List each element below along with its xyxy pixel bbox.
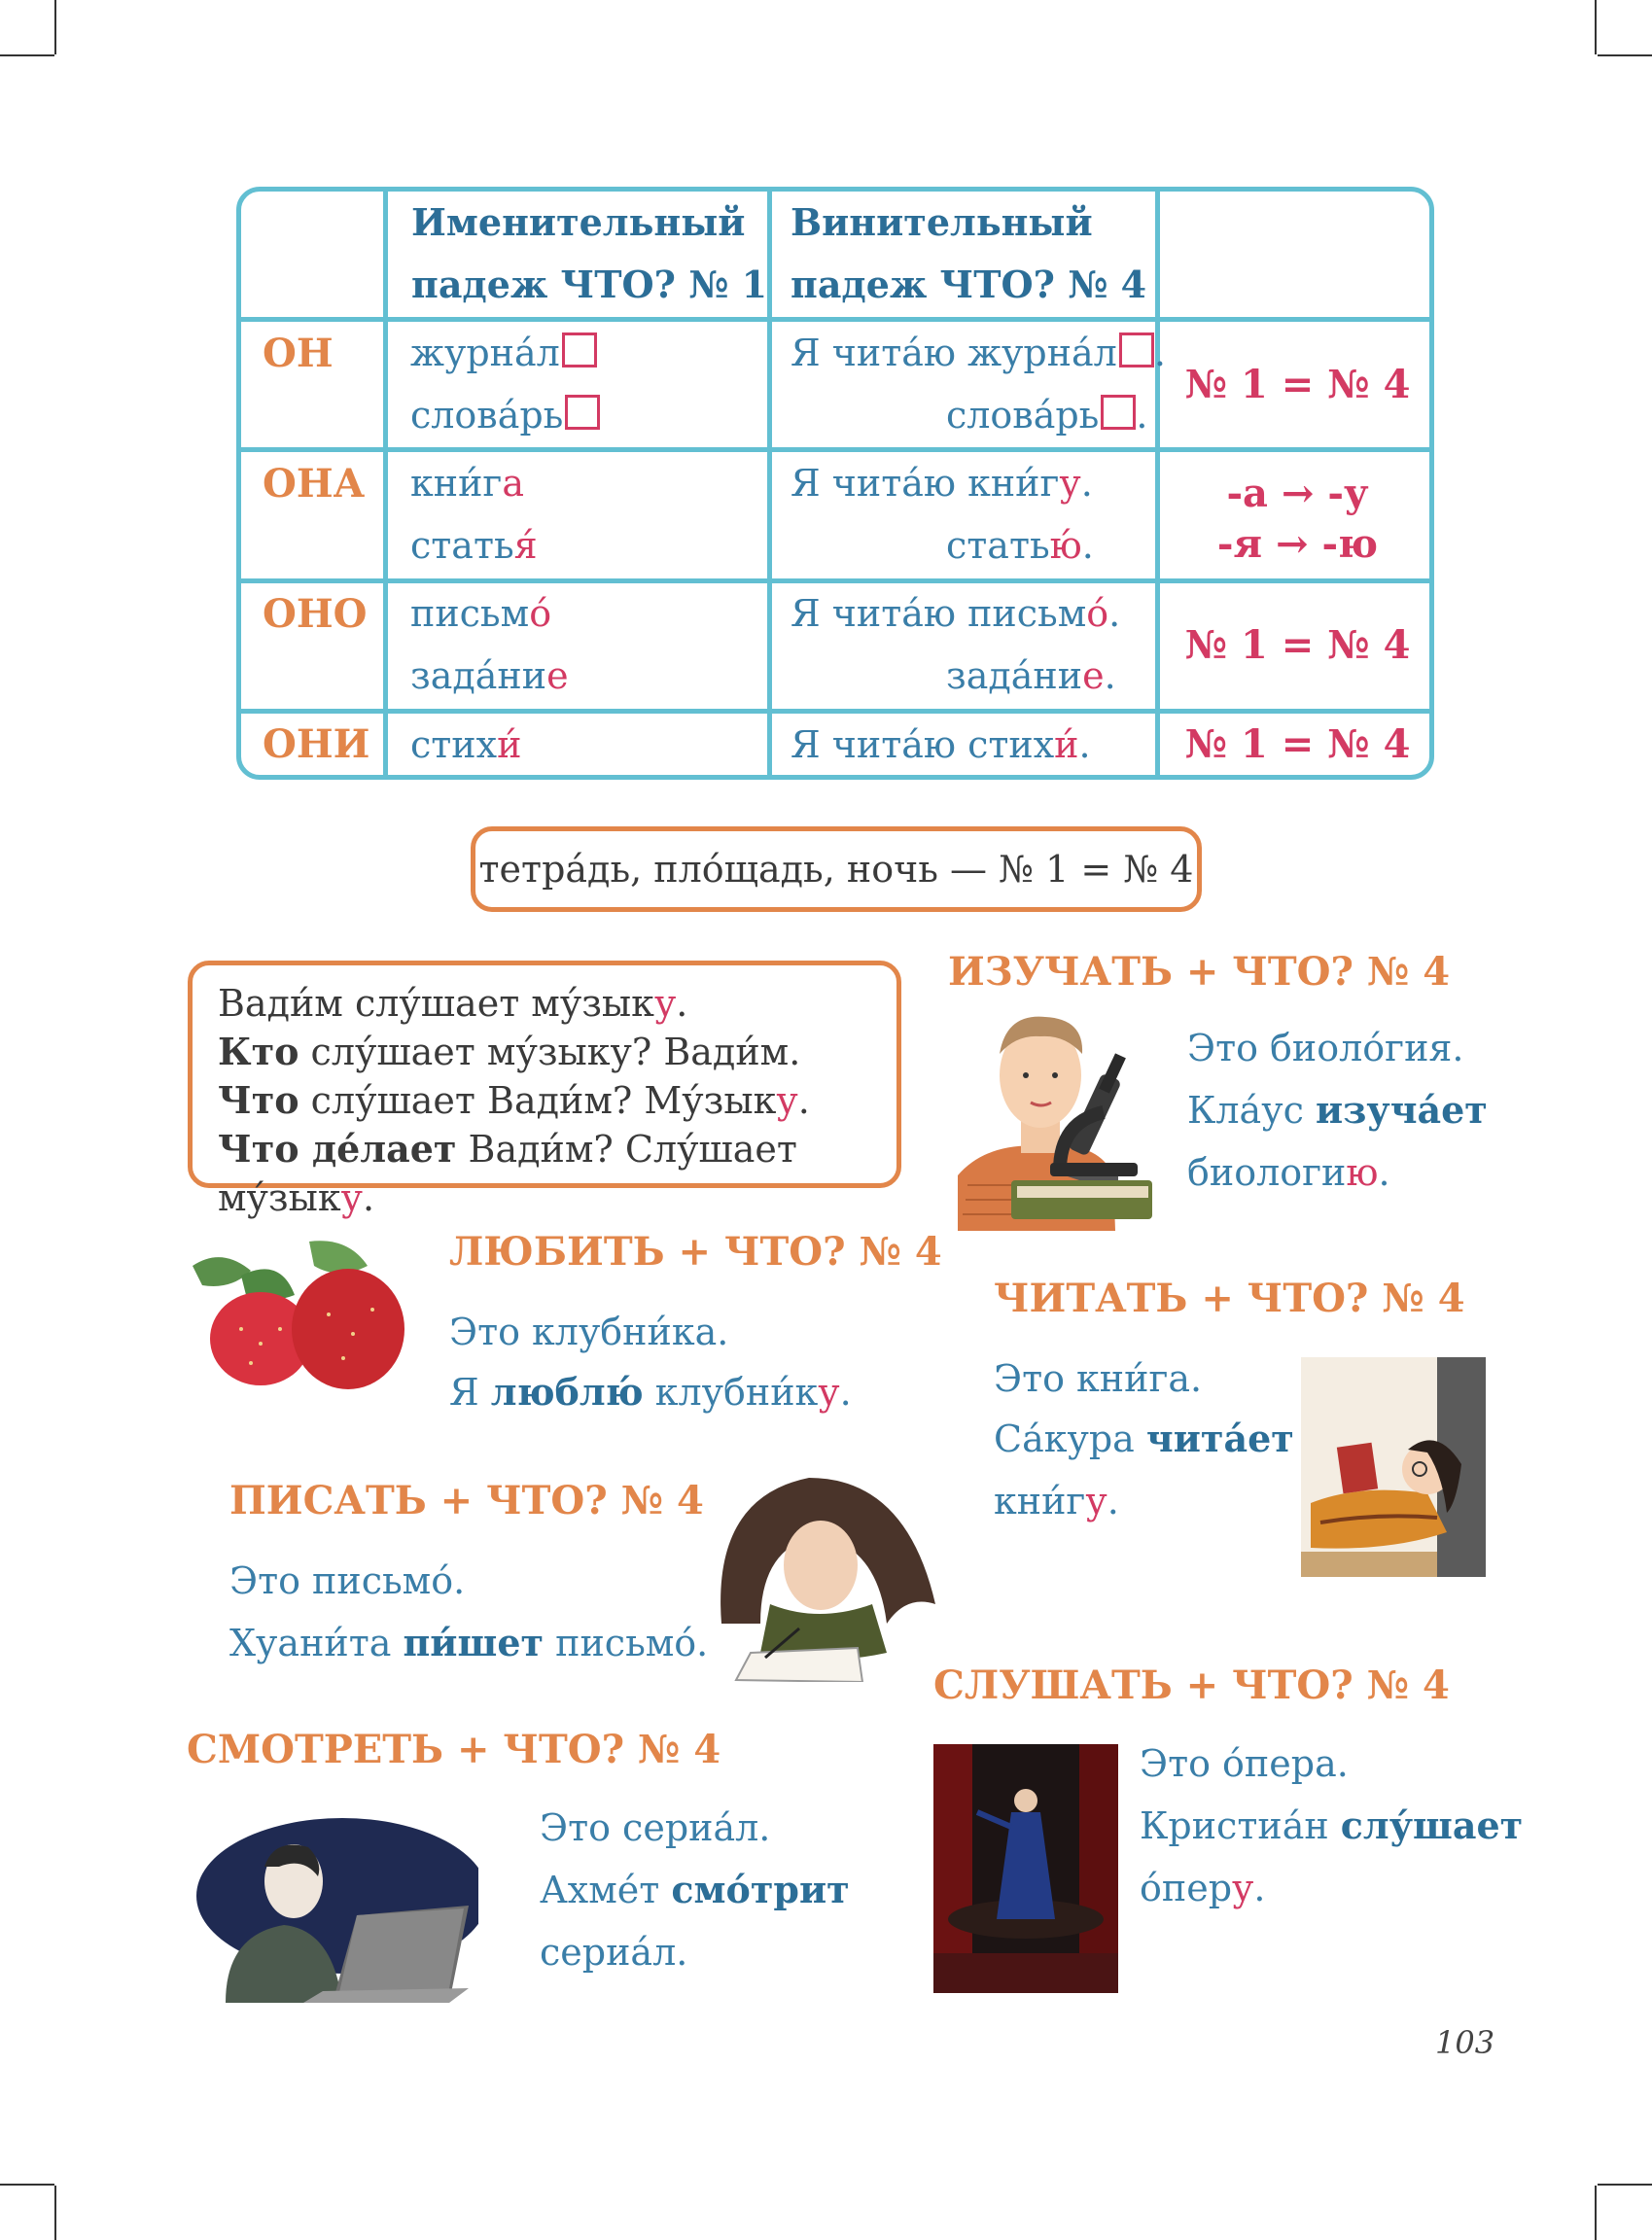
section-heading: ИЗУЧАТЬ + ЧТО? № 4 <box>948 949 1451 995</box>
zero-ending-box <box>562 332 597 368</box>
question-box: Вади́м слу́шает му́зыку. Кто слу́шает му́зыку? Вади́м. Что слу́шает Вади́м? Му́зыку. Что де́лает Вади́м? Слу́шает му́зыку. <box>188 961 901 1188</box>
man-laptop-illustration <box>187 1808 478 2003</box>
page-number: 103 <box>1435 2024 1495 2061</box>
crop-mark <box>0 2184 54 2186</box>
soft-feminine-note: тетра́дь, пло́щадь, ночь — № 1 = № 4 <box>471 826 1202 912</box>
section-heading: ЛЮБИТЬ + ЧТО? № 4 <box>449 1229 942 1275</box>
example-line: о́перу. <box>1140 1867 1266 1909</box>
pronoun-on: ОН <box>263 331 334 376</box>
section-heading: ЧИТАТЬ + ЧТО? № 4 <box>994 1276 1465 1321</box>
section-heading: СЛУШАТЬ + ЧТО? № 4 <box>933 1662 1450 1708</box>
nominative-cell: стихи́ <box>410 723 522 766</box>
pronoun-oni: ОНИ <box>263 721 370 767</box>
pronoun-ona: ОНА <box>263 461 366 507</box>
rule-ending-change: -а → -у -я → -ю <box>1216 471 1379 567</box>
accusative-cell: Я чита́ю кни́гу. статью́. <box>791 462 1094 567</box>
crop-mark <box>1595 2186 1597 2240</box>
example-line: Это клубни́ка. <box>449 1311 729 1353</box>
accusative-cell: Я чита́ю стихи́. <box>791 723 1091 766</box>
header-accusative: Винительный падеж ЧТО? № 4 <box>791 200 1147 306</box>
section-heading: ПИСАТЬ + ЧТО? № 4 <box>229 1478 704 1523</box>
microscope-books-illustration <box>992 1034 1167 1225</box>
rule-equal: № 1 = № 4 <box>1184 622 1411 668</box>
writing-girl-illustration <box>692 1458 955 1682</box>
example-line: Я люблю́ клубни́ку. <box>449 1370 852 1414</box>
crop-mark <box>1595 0 1597 54</box>
example-line: кни́гу. <box>994 1480 1119 1522</box>
pronoun-ono: ОНО <box>263 591 368 637</box>
example-line: сериа́л. <box>540 1931 688 1974</box>
accusative-table <box>236 187 1434 780</box>
example-line: Это письмо́. <box>229 1559 466 1602</box>
nominative-cell: письмо́ зада́ние <box>410 592 569 697</box>
example-line: Это о́пера. <box>1140 1742 1349 1785</box>
crop-mark <box>54 0 56 54</box>
crop-mark <box>1598 54 1652 56</box>
section-heading: СМОТРЕТЬ + ЧТО? № 4 <box>187 1727 721 1772</box>
example-line: Кла́ус изуча́ет <box>1187 1088 1488 1132</box>
nominative-cell: кни́га статья́ <box>410 462 538 567</box>
example-line: Это сериа́л. <box>540 1806 771 1849</box>
example-line: биологию. <box>1187 1151 1390 1194</box>
strawberry-illustration <box>183 1237 426 1402</box>
crop-mark <box>1598 2184 1652 2186</box>
example-line: Ахме́т смо́трит <box>540 1868 850 1911</box>
example-line: Это биоло́гия. <box>1187 1027 1464 1069</box>
crop-mark <box>0 54 54 56</box>
example-line: Хуани́та пи́шет письмо́. <box>229 1621 709 1664</box>
zero-ending-box <box>1119 332 1154 368</box>
accusative-cell: Я чита́ю письмо́. зада́ние. <box>791 592 1121 697</box>
header-nominative: Именительный падеж ЧТО? № 1 <box>411 200 768 306</box>
crop-mark <box>54 2186 56 2240</box>
zero-ending-box <box>565 395 600 430</box>
nominative-cell: журна́л слова́рь <box>410 322 600 446</box>
reading-woman-illustration <box>1301 1357 1486 1577</box>
example-line: Кристиа́н слу́шает <box>1140 1803 1524 1847</box>
zero-ending-box <box>1101 395 1136 430</box>
accusative-cell: Я чита́ю журна́л . слова́рь . <box>791 332 1166 437</box>
rule-equal: № 1 = № 4 <box>1184 362 1411 407</box>
rule-equal: № 1 = № 4 <box>1184 721 1411 767</box>
example-line: Са́кура чита́ет <box>994 1417 1294 1460</box>
opera-singer-illustration <box>933 1744 1118 1993</box>
example-line: Это кни́га. <box>994 1357 1203 1400</box>
